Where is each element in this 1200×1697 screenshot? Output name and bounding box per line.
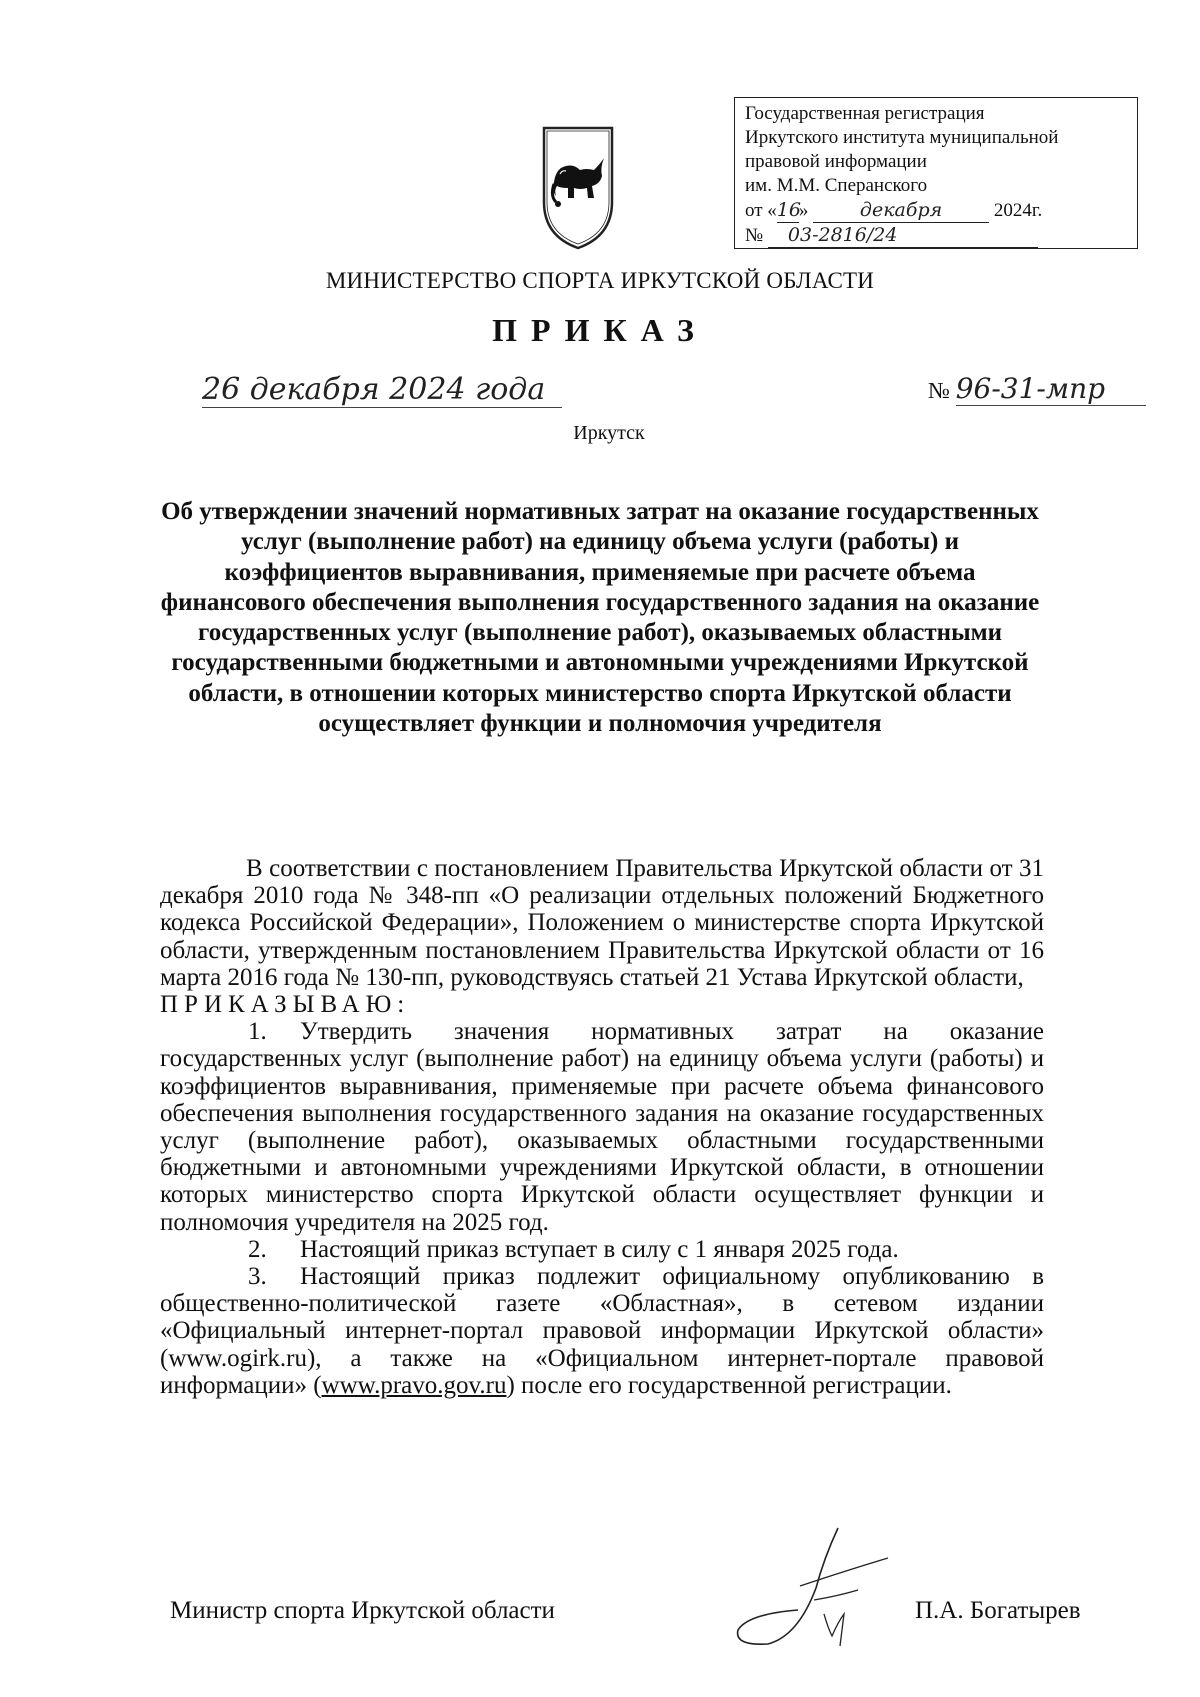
item-1: 1. Утвердить значения нормативных затрат на оказание государственных услуг (выполнение работ) на единицу объема услуги (работы) и коэффициентов выравнивания, применяемые при расчете объема финансового обеспечения выполнения государственного задания на оказание государственных услуг (выполнение работ), оказываемых областными государственными бюджетными и автономными учреждениями Иркутской области, в отношении которых министерство спорта Иркутской области осуществляет функции и полномочия учредителя на 2025 год.	[160, 1018, 1044, 1236]
ministry-name: МИНИСТЕРСТВО СПОРТА ИРКУТСКОЙ ОБЛАСТИ	[325, 268, 875, 293]
registration-date: от «16» декабря 2024г.	[745, 199, 1043, 221]
registration-line: Иркутского института муниципальной	[745, 127, 1059, 148]
document-body	[160, 855, 1044, 1399]
preamble: В соответствии с постановлением Правительства Иркутской области от 31 декабря 2010 года № 348-пп «О реализации отдельных положений Бюджетного кодекса Российской Федерации», Положением о министерстве спорта Иркутской области, утвержденным постановлением Правительства Иркутской области от 16 марта 2016 года № 130-пп, руководствуясь статьей 21 Устава Иркутской области,	[160, 855, 1044, 991]
registration-year: 2024	[993, 200, 1032, 221]
city: Иркутск	[573, 422, 645, 444]
registration-number-value: 03-2816/24	[768, 223, 1038, 248]
item-3: 3. Настоящий приказ подлежит официальному опубликованию в общественно-политической газете «Областная», в сетевом издании «Официальный интернет-портал правовой информации Иркутской области» (www.ogirk.ru), а также на «Официальном интернет-портале правовой информации» (www.pravo.gov.ru) после его государственной регистрации.	[160, 1263, 1044, 1399]
registration-month: декабря	[813, 198, 989, 223]
registration-line: правовой информации	[745, 151, 927, 172]
document-title: Об утверждении значений нормативных затрат на оказание государственных услуг (выполнение работ) на единицу объема услуги (работы) и коэффициентов выравнивания, применяемые при расчете объема финансового обеспечения выполнения государственного задания на оказание государственных услуг (выполнение работ), оказываемых областными государственными бюджетными и автономными учреждениями Иркутской области, в отношении которых министерство спорта Иркутской области осуществляет функции и полномочия учредителя	[160, 498, 1040, 738]
signer-name: П.А. Богатырев	[915, 1597, 1081, 1624]
prikazyvayu: ПРИКАЗЫВАЮ:	[160, 991, 411, 1019]
pravo-gov-link[interactable]: www.pravo.gov.ru	[321, 1371, 507, 1399]
item-2: 2. Настоящий приказ вступает в силу с 1 января 2025 года.	[248, 1235, 899, 1263]
document-type: ПРИКАЗ	[492, 312, 708, 348]
signer-position: Министр спорта Иркутской области	[170, 1597, 555, 1624]
registration-number: № 03-2816/24	[745, 223, 1127, 248]
coat-of-arms-icon	[540, 124, 616, 252]
registration-line: им. М.М. Сперанского	[745, 175, 928, 196]
registration-day: 16	[776, 199, 801, 221]
registration-line: Государственная регистрация	[745, 103, 985, 124]
registration-stamp	[734, 97, 1138, 249]
order-date	[202, 372, 562, 408]
handwritten-signature	[728, 1518, 918, 1658]
order-number: № 96-31-мпр	[928, 372, 1146, 406]
order-date-handwritten: 26 декабря 2024 года	[202, 372, 562, 408]
order-number-handwritten: 96-31-мпр	[956, 372, 1146, 406]
